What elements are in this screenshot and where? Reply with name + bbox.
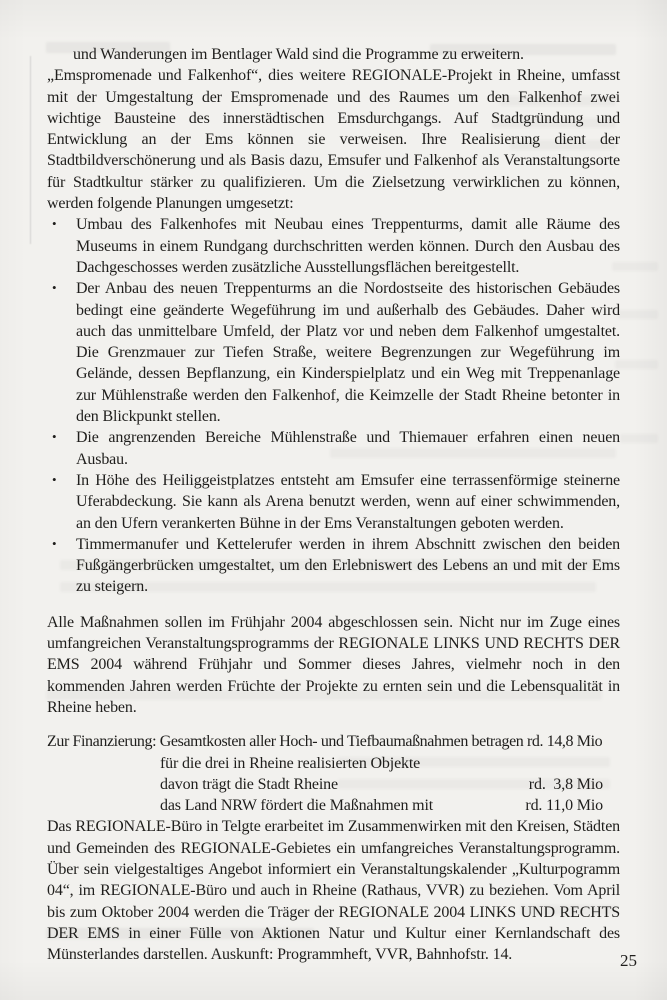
financing-row-label: das Land NRW fördert die Maßnahmen mit — [160, 797, 434, 815]
planning-bullet-list — [47, 214, 620, 597]
bullet-icon: • — [52, 471, 57, 487]
financing-row — [47, 774, 620, 795]
bullet-icon: • — [52, 216, 57, 232]
spacer — [47, 718, 620, 731]
bullet-icon: • — [52, 280, 57, 296]
text-column — [47, 44, 620, 965]
list-item — [47, 534, 620, 598]
paragraph-closing: Das REGIONALE-Büro in Telgte erarbeitet im Zusammenwirken mit den Kreisen, Städten und Gemeinden des REGIONALE-Gebietes ein umfangreiches Veranstaltungsprogramm. Über sein vielgestaltiges Angebot informiert ein Veranstaltungskalender „Kulturpogramm 04“, im REGIONALE-Büro und auch in Rheine (Rathaus, VVR) zu beziehen. Vom April bis zum Oktober 2004 werden die Träger der REGIONALE 2004 LINKS UND RECHTS DER EMS in einer Fülle von Aktionen Natur und Kultur einer Kernlandschaft des Münsterlandes darstellen. Auskunft: Programmheft, VVR, Bahnhofstr. 14. — [47, 818, 620, 964]
list-item-text: Die angrenzenden Bereiche Mühlenstraße und Thiemauer erfahren einen neuen Ausbau. — [76, 429, 620, 468]
bleedthrough-artifact — [620, 434, 658, 443]
financing-row-label: davon trägt die Stadt Rheine — [160, 775, 338, 793]
list-item — [47, 427, 620, 470]
financing-total-line2: für die drei in Rheine realisierten Objekte — [160, 754, 421, 772]
financing-row-amount: rd. 11,0 Mio — [525, 797, 603, 815]
list-item-text: Timmermanufer und Kettelerufer werden in ihrem Abschnitt zwischen den beiden Fußgängerbrücken umgestaltet, um den Erlebniswert des Lebens an und mit der Ems zu steigern. — [76, 535, 620, 596]
financing-total-line — [47, 731, 620, 752]
list-item-text: Umbau des Falkenhofes mit Neubau eines Treppenturms, damit alle Räume des Museums in einem Rundgang durchschritten werden können. Durch den Ausbau des Dachgeschosses werden zusätzliche Ausstellungsflächen bereitgestellt. — [76, 216, 620, 276]
bleedthrough-artifact — [618, 310, 658, 319]
list-item — [47, 214, 620, 278]
page-edge-line — [30, 56, 31, 244]
paragraph-intro: „Emspromenade und Falkenhof“, dies weitere REGIONALE-Projekt in Rheine, umfasst mit der Umgestaltung der Emspromenade und des Raumes um den Falkenhof zwei wichtige Bausteine des innerstädtischen Emsdurchgangs. Auf Stadtgründung und Entwicklung an der Ems können sie verweisen. Ihre Realisierung dient der Stadtbildverschönerung und als Basis dazu, Emsufer und Falkenhof als Veranstaltungsorte für Stadtkultur stärker zu qualifizieren. Um die Zielsetzung verwirklichen zu können, werden folgende Planungen umgesetzt: — [47, 67, 620, 213]
financing-row — [47, 795, 620, 816]
bleedthrough-artifact — [615, 360, 658, 369]
financing-total-text: Gesamtkosten aller Hoch- und Tiefbaumaßnahmen betragen rd. 14,8 Mio — [159, 733, 603, 751]
financing-block — [47, 731, 620, 816]
list-item-text: Der Anbau des neuen Treppenturms an die Nordostseite des historischen Gebäudes bedingt eine geänderte Wegeführung im und außerhalb des Gebäudes. Daher wird auch das unmittelbare Umfeld, der Platz vor und neben dem Falkenhof umgestaltet. Die Grenzmauer zur Tiefen Straße, weitere Begrenzungen zur Wegeführung im Gelände, dessen Bepflanzung, ein Kinderspielplatz und ein Weg mit Treppenanlage zur Mühlenstraße werden den Falkenhof, die Keimzelle der Stadt Rheine betonter in den Blickpunkt stellen. — [76, 280, 620, 426]
list-item — [47, 278, 620, 427]
list-item-text: In Höhe des Heiliggeistplatzes entsteht am Emsufer eine terrassenförmige steinerne Uferabdeckung. Sie kann als Arena benutzt werden, wenn auf einer schwimmenden, an den Ufern verankerten Bühne in der Ems Veranstaltungen geboten werden. — [76, 471, 620, 532]
paragraph-schedule: Alle Maßnahmen sollen im Frühjahr 2004 abgeschlossen sein. Nicht nur im Zuge eines umfangreichen Veranstaltungsprogramms der REGIONALE LINKS UND RECHTS DER EMS 2004 während Frühjahr und Sommer dieses Jahres, vielmehr noch in den kommenden Jahren werden Früchte der Projekte zu ernten sein und die Lebensqualität in Rheine heben. — [47, 613, 620, 716]
financing-label: Zur Finanzierung: — [47, 733, 157, 751]
paragraph-intro-tail: und Wanderungen im Bentlager Wald sind die Programme zu erweitern. — [73, 46, 524, 63]
financing-row-amount: rd. 3,8 Mio — [528, 775, 603, 793]
bullet-icon: • — [52, 429, 57, 445]
spacer — [47, 598, 620, 612]
page-number: 25 — [620, 951, 637, 970]
bullet-icon: • — [52, 535, 57, 551]
list-item — [47, 470, 620, 534]
